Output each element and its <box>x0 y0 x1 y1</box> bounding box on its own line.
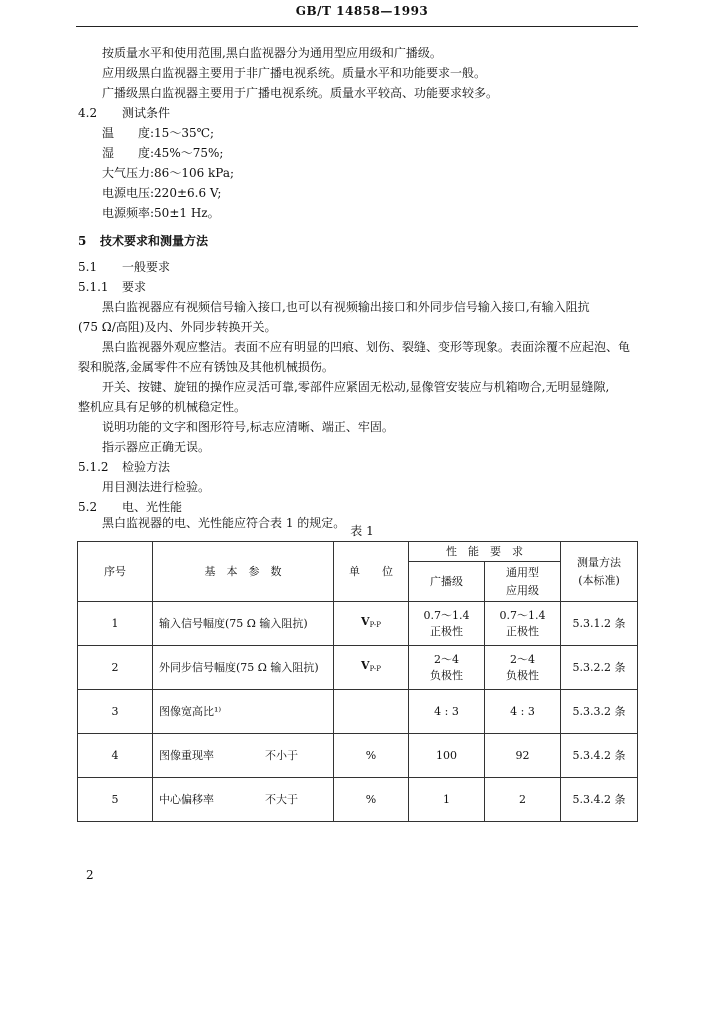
paragraph: 广播级黑白监视器主要用于广播电视系统。质量水平较高、功能要求较多。 <box>102 86 499 100</box>
param-condition: 不大于 <box>265 792 298 806</box>
cell-method: 5.3.3.2 条 <box>561 690 638 734</box>
unit-text: V <box>361 659 370 672</box>
table-row <box>78 602 638 646</box>
section-heading-5-1-1 <box>78 278 146 295</box>
section-heading-5-1 <box>78 258 170 275</box>
section-number: 5.1.2 <box>78 460 109 474</box>
condition-humidity: 湿 度:45%～75%; <box>102 146 224 160</box>
section-title: 检验方法 <box>122 460 171 474</box>
paragraph: 按质量水平和使用范围,黑白监视器分为通用型应用级和广播级。 <box>102 46 442 60</box>
table-row <box>78 646 638 690</box>
param-text: 图像重现率 <box>159 748 214 762</box>
cell-general: 92 <box>485 734 561 778</box>
cell-param <box>153 646 334 690</box>
section-title: 要求 <box>122 280 147 294</box>
cell-seq: 4 <box>78 734 153 778</box>
param-text: 输入信号幅度(75 Ω 输入阻抗) <box>159 616 308 630</box>
paragraph: 用目测法进行检验。 <box>102 480 211 494</box>
condition-temperature: 温 度:15～35℃; <box>102 126 215 140</box>
section-heading-5-1-2 <box>78 458 170 475</box>
cell-unit <box>334 602 409 646</box>
unit-text: V <box>361 615 370 628</box>
condition-frequency: 电源频率:50±1 Hz。 <box>102 206 220 220</box>
header-param: 基 本 参 数 <box>153 542 334 602</box>
param-text: 外同步信号幅度(75 Ω 输入阻抗) <box>159 660 319 674</box>
cell-seq: 2 <box>78 646 153 690</box>
cell-general: 2～4 负极性 <box>485 646 561 690</box>
cell-broadcast: 4 : 3 <box>409 690 485 734</box>
cell-method: 5.3.4.2 条 <box>561 734 638 778</box>
performance-table <box>77 541 638 822</box>
cell-seq: 5 <box>78 778 153 822</box>
cell-broadcast: 2～4 负极性 <box>409 646 485 690</box>
cell-broadcast: 100 <box>409 734 485 778</box>
section-title: 一般要求 <box>122 260 171 274</box>
paragraph-line: 指示器应正确无误。 <box>102 440 211 454</box>
paragraph-line: 黑白监视器应有视频信号输入接口,也可以有视频输出接口和外同步信号输入接口,有输入阻抗 <box>102 300 590 314</box>
section-number: 5.2 <box>78 500 98 514</box>
header-rule <box>76 26 638 27</box>
table-row <box>78 778 638 822</box>
header-unit: 单 位 <box>334 542 409 602</box>
param-condition: 不小于 <box>265 748 298 762</box>
condition-voltage: 电源电压:220±6.6 V; <box>102 186 222 200</box>
unit-subscript: P-P <box>369 621 381 629</box>
page-number: 2 <box>86 868 94 882</box>
section-title: 测试条件 <box>122 106 171 120</box>
section-title: 电、光性能 <box>122 500 183 514</box>
unit-text: % <box>365 792 377 806</box>
section-heading-4-2 <box>78 104 170 121</box>
cell-general: 2 <box>485 778 561 822</box>
section-heading-5 <box>78 232 208 249</box>
cell-broadcast: 0.7～1.4 正极性 <box>409 602 485 646</box>
table-row <box>78 690 638 734</box>
table-caption: 表 1 <box>350 524 374 538</box>
unit-text: % <box>365 748 377 762</box>
header-method: 测量方法 (本标准) <box>561 542 638 602</box>
cell-seq: 1 <box>78 602 153 646</box>
section-number: 4.2 <box>78 106 98 120</box>
param-text: 图像宽高比¹⁾ <box>159 704 222 718</box>
cell-param <box>153 690 334 734</box>
cell-param <box>153 602 334 646</box>
section-number: 5.1.1 <box>78 280 109 294</box>
header-seq: 序号 <box>78 542 153 602</box>
header-perf: 性 能 要 求 <box>409 542 561 562</box>
section-heading-5-2 <box>78 498 182 515</box>
paragraph-line: 裂和脱落,金属零件不应有锈蚀及其他机械损伤。 <box>78 360 334 374</box>
paragraph-line: 开关、按键、旋钮的操作应灵活可靠,零部件应紧固无松动,显像管安装应与机箱吻合,无明显缝隙, <box>102 380 610 394</box>
cell-method: 5.3.2.2 条 <box>561 646 638 690</box>
document-header: GB/T 14858—1993 <box>295 4 429 18</box>
cell-general: 0.7～1.4 正极性 <box>485 602 561 646</box>
cell-broadcast: 1 <box>409 778 485 822</box>
section-title: 技术要求和测量方法 <box>100 234 209 248</box>
cell-unit <box>334 734 409 778</box>
paragraph-line: 黑白监视器外观应整洁。表面不应有明显的凹痕、划伤、裂缝、变形等现象。表面涂覆不应起泡、龟 <box>102 340 631 354</box>
table-row <box>78 734 638 778</box>
cell-seq: 3 <box>78 690 153 734</box>
paragraph-line: (75 Ω/高阻)及内、外同步转换开关。 <box>78 320 277 334</box>
cell-unit <box>334 646 409 690</box>
condition-pressure: 大气压力:86～106 kPa; <box>102 166 235 180</box>
header-broadcast: 广播级 <box>409 562 485 602</box>
paragraph: 黑白监视器的电、光性能应符合表 1 的规定。 <box>102 516 346 530</box>
section-number: 5.1 <box>78 260 98 274</box>
cell-unit <box>334 778 409 822</box>
paragraph: 应用级黑白监视器主要用于非广播电视系统。质量水平和功能要求一般。 <box>102 66 487 80</box>
cell-method: 5.3.4.2 条 <box>561 778 638 822</box>
section-number: 5 <box>78 234 87 248</box>
cell-param <box>153 734 334 778</box>
paragraph-line: 整机应具有足够的机械稳定性。 <box>78 400 247 414</box>
cell-param <box>153 778 334 822</box>
cell-method: 5.3.1.2 条 <box>561 602 638 646</box>
cell-general: 4 : 3 <box>485 690 561 734</box>
unit-subscript: P-P <box>369 665 381 673</box>
paragraph-line: 说明功能的文字和图形符号,标志应清晰、端正、牢固。 <box>102 420 394 434</box>
param-text: 中心偏移率 <box>159 792 214 806</box>
cell-unit <box>334 690 409 734</box>
header-general: 通用型 应用级 <box>485 562 561 602</box>
